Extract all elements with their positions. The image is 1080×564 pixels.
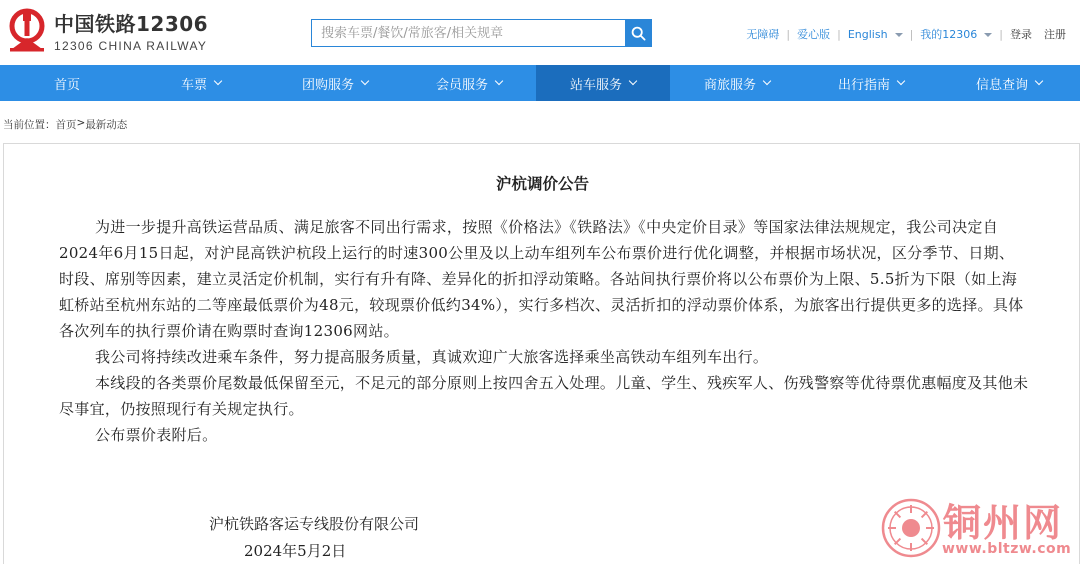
register-link[interactable]: 注册 xyxy=(1044,28,1066,41)
breadcrumb-prefix: 当前位置： xyxy=(3,119,56,131)
nav-label: 商旅服务 xyxy=(703,77,756,93)
chevron-down-icon xyxy=(629,77,637,85)
chevron-down-icon xyxy=(495,77,503,85)
railway-logo-icon xyxy=(8,8,46,52)
nav-item-business-travel[interactable] xyxy=(670,65,804,101)
search-button[interactable] xyxy=(625,19,652,47)
breadcrumb xyxy=(3,117,127,132)
nav-item-tickets[interactable] xyxy=(134,65,268,101)
chevron-down-icon xyxy=(763,77,771,85)
article-paragraph: 为进一步提升高铁运营品质、满足旅客不同出行需求，按照《价格法》《铁路法》《中央定价目录》等国家法律法规规定，我公司决定自2024年6月15日起，对沪昆高铁沪杭段上运行的时速300公里及以上动车组列车公布票价进行优化调整，并根据市场状况，区分季节、日期、时段、席别等因素，建立灵活定价机制，实行有升有降、差异化的折扣浮动策略。各站间执行票价将以公布票价为上限、5.5折为下限（如上海虹桥站至杭州东站的二等座最低票价为48元，较现票价低约34%），实行多档次、灵活折扣的浮动票价体系，为旅客出行提供更多的选择。具体各次列车的执行票价请在购票时查询12306网站。 xyxy=(59,218,1024,340)
article-paragraph: 我公司将持续改进乘车条件，努力提高服务质量，真诚欢迎广大旅客选择乘坐高铁动车组列车出行。 xyxy=(95,348,769,366)
article-title: 沪杭调价公告 xyxy=(495,175,589,193)
main-nav xyxy=(0,65,1080,101)
divider: | xyxy=(999,27,1003,41)
care-mode-link[interactable]: 爱心版 xyxy=(797,28,831,41)
search-icon xyxy=(631,26,646,41)
nav-item-info-query[interactable] xyxy=(938,65,1080,101)
nav-label: 车票 xyxy=(180,77,207,93)
nav-label: 出行指南 xyxy=(837,77,890,93)
nav-item-station-service[interactable] xyxy=(536,65,670,101)
language-selector[interactable] xyxy=(848,28,903,41)
login-link[interactable]: 登录 xyxy=(1010,28,1032,41)
caret-down-icon xyxy=(895,33,903,37)
divider: | xyxy=(909,27,914,41)
logo-name-en: 12306 CHINA RAILWAY xyxy=(54,39,208,53)
watermark-name: 铜州网 xyxy=(943,500,1064,545)
signature-company: 沪杭铁路客运专线股份有限公司 xyxy=(209,515,420,533)
site-logo[interactable] xyxy=(8,8,208,53)
accessibility-link[interactable]: 无障碍 xyxy=(746,28,780,41)
my12306-menu[interactable] xyxy=(920,26,992,42)
watermark xyxy=(878,494,1078,564)
logo-name-cn: 中国铁路12306 xyxy=(54,12,209,36)
nav-item-home[interactable] xyxy=(0,65,134,101)
my12306-label: 我的12306 xyxy=(920,28,978,41)
chevron-down-icon xyxy=(897,77,905,85)
site-header xyxy=(0,0,1080,65)
breadcrumb-separator: > xyxy=(76,117,86,129)
article-paragraph: 公布票价表附后。 xyxy=(95,426,218,444)
nav-item-group-service[interactable] xyxy=(268,65,402,101)
nav-label: 站车服务 xyxy=(569,77,622,93)
watermark-seal-icon xyxy=(880,497,942,559)
nav-label: 信息查询 xyxy=(975,77,1028,93)
language-label: English xyxy=(847,27,888,41)
caret-down-icon xyxy=(984,33,992,37)
nav-label: 团购服务 xyxy=(301,77,354,93)
article-paragraph: 本线段的各类票价尾数最低保留至元，不足元的部分原则上按四舍五入处理。儿童、学生、残疾军人、伤残警察等优待票优惠幅度及其他未尽事宜，仍按照现行有关规定执行。 xyxy=(59,374,1029,418)
breadcrumb-home[interactable]: 首页 xyxy=(55,119,77,131)
signature-date: 2024年5月2日 xyxy=(244,542,347,560)
chevron-down-icon xyxy=(1035,77,1043,85)
search-input[interactable] xyxy=(311,19,625,47)
nav-label: 会员服务 xyxy=(435,77,488,93)
article-body xyxy=(59,214,1029,448)
divider: | xyxy=(837,27,841,41)
nav-item-member-service[interactable] xyxy=(402,65,536,101)
chevron-down-icon xyxy=(361,77,369,85)
nav-label: 首页 xyxy=(53,77,80,93)
search-bar xyxy=(311,19,652,47)
nav-item-travel-guide[interactable] xyxy=(804,65,938,101)
logo-text xyxy=(54,8,208,53)
breadcrumb-current[interactable]: 最新动态 xyxy=(85,119,128,131)
top-links xyxy=(746,26,1066,42)
watermark-url: www.bltzw.com xyxy=(942,541,1072,557)
divider: | xyxy=(786,27,791,41)
chevron-down-icon xyxy=(214,77,222,85)
